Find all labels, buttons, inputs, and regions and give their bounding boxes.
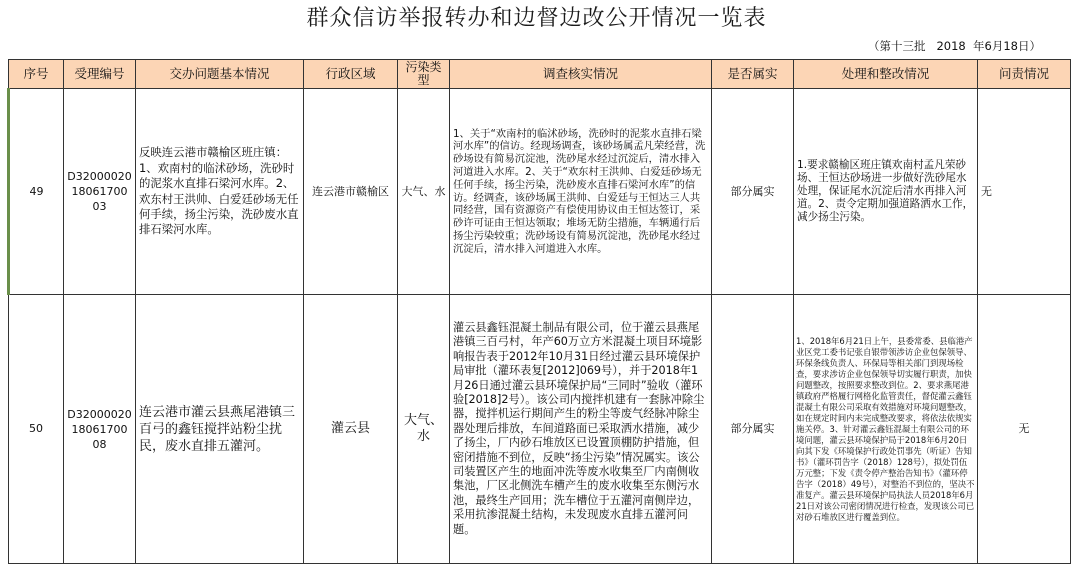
row-pollution: 大气、水 <box>398 89 450 295</box>
row-accountability: 无 <box>978 295 1071 564</box>
header-row <box>9 60 1071 89</box>
header-verified: 是否属实 <box>712 60 794 89</box>
header-region: 行政区域 <box>304 60 398 89</box>
row-summary: 连云港市灌云县燕尾港镇三百弓的鑫钰搅拌站粉尘扰民，废水直排五灌河。 <box>136 295 304 564</box>
row-region: 灌云县 <box>304 295 398 564</box>
row-accountability: 无 <box>978 89 1071 295</box>
header-pollution: 污染类型 <box>398 60 450 89</box>
row-handling: 1、2018年6月21日上午，县委常委、县临港产业区党工委书记张自银带领涉访企业包保领导、环保条线负责人、环保局等相关部门到现场检查，要求涉访企业包保领导切实履行职责，加快问题整改，按照要求整改到位。2、要求燕尾港镇政府严格履行网格化监管责任，督促灌云鑫钰混凝土有限公司采取有效措施对环境问题整改，如在规定时间内未完成整改要求，将依法依规实施关停。3、针对灌云鑫钰混凝土有限公司的环境问题，灌云县环境保护局于2018年6月20日向其下发《环境保护行政处罚事先（听证）告知书》（灌环罚告字（2018）128号），拟处罚伍万元整；下发《责令停产整治告知书》（灌环停告字（2018）49号），对整治不到位的，坚决不准复产。灌云县环境保护局执法人员2018年6月21日对该公司密闭情况进行检查，发现该公司已对砂石堆放区进行覆盖到位。 <box>794 295 978 564</box>
row-verified: 部分属实 <box>712 89 794 295</box>
header-handling: 处理和整改情况 <box>794 60 978 89</box>
table-row <box>9 89 1071 295</box>
row-pollution: 大气、水 <box>398 295 450 564</box>
row-code: D3200002018061700 08 <box>64 295 136 564</box>
header-code: 受理编号 <box>64 60 136 89</box>
row-verified: 部分属实 <box>712 295 794 564</box>
row-investigation: 1、关于“欢南村的临沭砂场，洗砂时的泥浆水直排石梁河水库”的信访。经现场调查，该砂场属孟凡荣经营，洗砂场设有简易沉淀池，洗砂尾水经过沉淀后，清水排入河道进入水库。2、关于“欢东村王洪帅、白爱廷砂场无任何手续，扬尘污染，洗砂废水直排石梁河水库”的信访。经调查，该砂场属王洪帅、白爱廷与王恒达三人共同经营，国有资源资产有偿使用协议由王恒达签订，采砂许可证由王恒达领取；堆场无防尘措施，车辆通行后扬尘污染较重；洗砂场设有简易沉淀池，洗砂尾水经过沉淀后，清水排入河道进入水库。 <box>450 89 712 295</box>
table-row <box>9 295 1071 564</box>
row-code: D3200002018061700 03 <box>64 89 136 295</box>
row-summary: 反映连云港市赣榆区班庄镇：1、欢南村的临沭砂场，洗砂时的泥浆水直排石梁河水库。2、欢东村王洪帅、白爱廷砂场无任何手续，扬尘污染，洗砂废水直排石梁河水库。 <box>136 89 304 295</box>
batch-date: （第十三批 2018 年6月18日） <box>868 39 1041 53</box>
header-seq: 序号 <box>9 60 64 89</box>
row-handling: 1.要求赣榆区班庄镇欢南村孟凡荣砂场、王恒达砂场进一步做好洗砂尾水处理，保证尾水沉淀后清水再排入河道。2、责令定期加强道路洒水工作，减少扬尘污染。 <box>794 89 978 295</box>
row-region: 连云港市赣榆区 <box>304 89 398 295</box>
row-investigation: 灌云县鑫钰混凝土制品有限公司，位于灌云县燕尾港镇三百弓村，年产60万立方米混凝土项目环境影响报告表于2012年10月31日经过灌云县环境保护局审批（灌环表复[2012]069号），并于2018年1月26日通过灌云县环境保护局“三同时”验收（灌环验[2018]2号）。该公司内搅拌机建有一套脉冲除尘器，搅拌机运行期间产生的粉尘等废气经脉冲除尘器处理后排放，车间道路面已采取洒水措施，减少了扬尘，厂内砂石堆放区已设置顶棚防护措施，但密闭措施不到位，反映“扬尘污染”情况属实。该公司装置区产生的地面冲洗等废水收集至厂内南侧收集池，厂区北侧洗车槽产生的废水收集至东侧污水池，最终生产回用；洗车槽位于五灌河南侧岸边，采用抗渗混凝土结构，未发现废水直排五灌河问题。 <box>450 295 712 564</box>
row-seq: 49 <box>9 89 64 295</box>
header-summary: 交办问题基本情况 <box>136 60 304 89</box>
header-accountability: 问责情况 <box>978 60 1071 89</box>
header-investigation: 调查核实情况 <box>450 60 712 89</box>
row-seq: 50 <box>9 295 64 564</box>
report-table <box>7 59 1071 564</box>
page-title: 群众信访举报转办和边督边改公开情况一览表 <box>306 6 767 31</box>
